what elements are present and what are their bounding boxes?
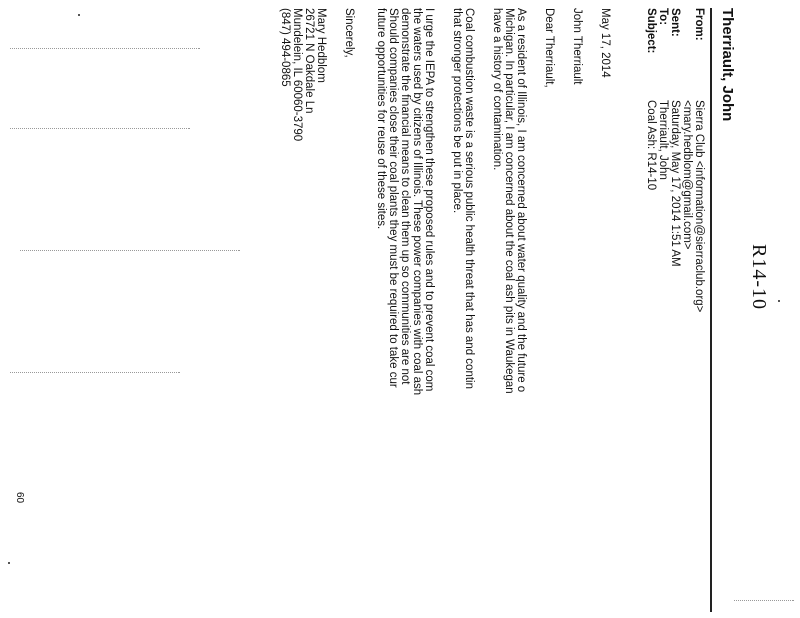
scan-streak xyxy=(10,48,200,49)
letter-date: May 17, 2014 xyxy=(599,8,611,78)
scan-speck xyxy=(778,300,780,302)
to-label: To: xyxy=(657,8,669,26)
sent-value: Saturday, May 17, 2014 1:51 AM xyxy=(669,100,681,267)
scan-streak xyxy=(734,600,794,601)
paragraph-1-line-3: have a history of contamination. xyxy=(491,8,503,171)
paragraph-2-line-2: that stronger protections be put in place. xyxy=(451,8,463,214)
subject-value: Coal Ash: R14-10 xyxy=(645,100,657,191)
scan-speck xyxy=(78,14,80,16)
to-value: Therriault, John xyxy=(657,100,669,180)
scan-streak xyxy=(20,250,240,251)
closing: Sincerely, xyxy=(343,8,355,58)
signature-name: Mary Hedblom xyxy=(315,8,327,83)
from-value: Sierra Club <information@sierraclub.org> xyxy=(693,100,705,313)
sender-name-heading: Therriault, John xyxy=(719,8,736,122)
paragraph-3-line-3: demonstrate the financial means to clean them up so communities are not xyxy=(399,8,411,385)
scan-speck xyxy=(8,562,10,564)
from-label: From: xyxy=(693,8,705,41)
paragraph-3-line-1: I urge the IEPA to strengthen these proposed rules and to prevent coal com xyxy=(423,8,435,392)
paragraph-3-line-4: Should companies close their coal plants they must be required to take cur xyxy=(387,8,399,388)
scan-streak xyxy=(10,128,190,129)
salutation: Dear Therriault, xyxy=(543,8,555,88)
from-value-email: <mary.hedblom@gmail.com> xyxy=(681,100,693,250)
paragraph-1-line-2: Michigan. In particular, I am concerned about the coal ash pits in Waukegan xyxy=(503,8,515,394)
signature-phone: (847) 494-0865 xyxy=(279,8,291,87)
header-rule xyxy=(710,8,712,612)
scan-streak xyxy=(10,372,180,373)
sent-label: Sent: xyxy=(669,8,681,37)
docket-title: R14-10 xyxy=(748,244,770,310)
subject-label: Subject: xyxy=(645,8,657,54)
page-number: 60 xyxy=(14,492,25,504)
letter-recipient: John Therriault xyxy=(571,8,583,85)
paragraph-2-line-1: Coal combustion waste is a serious public health threat that has and contin xyxy=(463,8,475,389)
paragraph-3-line-5: future opportunities for reuse of these sites. xyxy=(375,8,387,230)
signature-street: 26721 N Oakdale Ln xyxy=(303,8,315,114)
paragraph-1-line-1: As a resident of Illinois, I am concerned about water quality and the future o xyxy=(515,8,527,393)
signature-city: Mundelein, IL 60060-3790 xyxy=(291,8,303,142)
paragraph-3-line-2: the waters used by citizens of Illinois. These power companies with coal ash xyxy=(411,8,423,396)
